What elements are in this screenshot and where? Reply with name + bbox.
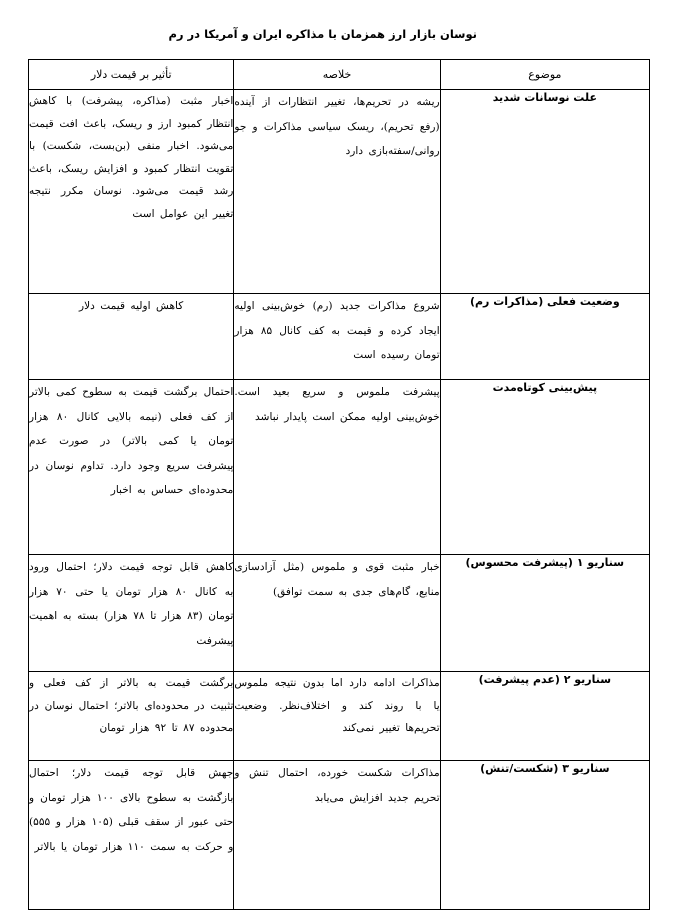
row-impact: کاهش اولیه قیمت دلار xyxy=(29,294,234,380)
row-topic: سناریو ۱ (پیشرفت محسوس) xyxy=(440,555,649,672)
table-row xyxy=(29,761,650,910)
table-row xyxy=(29,294,650,380)
row-summary: مذاکرات شکست خورده، احتمال تنش و تحریم جدید افزایش می‌یابد xyxy=(234,761,440,910)
row-summary: ریشه در تحریم‌ها، تغییر انتظارات از آینده (رفع تحریم)، ریسک سیاسی مذاکرات و جو روانی/سفته‌بازی دارد xyxy=(234,90,440,294)
row-topic: سناریو ۳ (شکست/تنش) xyxy=(440,761,649,910)
header-impact: تأثیر بر قیمت دلار xyxy=(29,60,234,90)
row-summary: مذاکرات ادامه دارد اما بدون نتیجه ملموس یا با روند کند و اختلاف‌نظر. وضعیت تحریم‌ها تغییر نمی‌کند xyxy=(234,672,440,761)
row-topic: علت نوسانات شدید xyxy=(440,90,649,294)
table-row xyxy=(29,380,650,555)
row-summary: خبار مثبت قوی و ملموس (مثل آزادسازی منابع، گام‌های جدی به سمت توافق) xyxy=(234,555,440,672)
document-title: نوسان بازار ارز همزمان با مذاکره ایران و آمریکا در رم xyxy=(168,27,477,41)
row-summary: پیشرفت ملموس و سریع بعید است. خوش‌بینی اولیه ممکن است پایدار نباشد xyxy=(234,380,440,555)
row-impact: احتمال برگشت قیمت به سطوح کمی بالاتر از کف فعلی (نیمه بالایی کانال ۸۰ هزار تومان یا کمی بالاتر) در صورت عدم پیشرفت سریع وجود دارد. تداوم نوسان در محدوده‌ای حساس به اخبار xyxy=(29,380,234,555)
header-topic: موضوع xyxy=(440,60,649,90)
analysis-table xyxy=(28,59,650,910)
row-topic: سناریو ۲ (عدم پیشرفت) xyxy=(440,672,649,761)
header-summary: خلاصه xyxy=(234,60,440,90)
row-impact: جهش قابل توجه قیمت دلار؛ احتمال بازگشت به سطوح بالای ۱۰۰ هزار تومان و حتی عبور از سقف قبلی (۱۰۵ هزار و ۵۵۵) و حرکت به سمت ۱۱۰ هزار تومان یا بالاتر xyxy=(29,761,234,910)
row-summary: شروع مذاکرات جدید (رم) خوش‌بینی اولیه ایجاد کرده و قیمت به کف کانال ۸۵ هزار تومان رسیده است xyxy=(234,294,440,380)
row-topic: پیش‌بینی کوتاه‌مدت xyxy=(440,380,649,555)
row-topic: وضعیت فعلی (مذاکرات رم) xyxy=(440,294,649,380)
row-impact: اخبار مثبت (مذاکره، پیشرفت) با کاهش انتظار کمبود ارز و ریسک، باعث افت قیمت می‌شود. اخبار منفی (بن‌بست، شکست) با تقویت انتظار کمبود و افزایش ریسک، باعث رشد قیمت می‌شود. نوسان مکرر نتیجه تغییر این عوامل است xyxy=(29,90,234,294)
table-header-row xyxy=(29,60,650,90)
row-impact: برگشت قیمت به بالاتر از کف فعلی و تثبیت در محدوده‌ای بالاتر؛ احتمال نوسان در محدوده ۸۷ تا ۹۲ هزار تومان xyxy=(29,672,234,761)
row-impact: کاهش قابل توجه قیمت دلار؛ احتمال ورود به کانال ۸۰ هزار تومان یا حتی ۷۰ هزار تومان (۸۳ هزار تا ۷۸ هزار) بسته به اهمیت پیشرفت xyxy=(29,555,234,672)
table-row xyxy=(29,672,650,761)
table-row xyxy=(29,90,650,294)
table-row xyxy=(29,555,650,672)
